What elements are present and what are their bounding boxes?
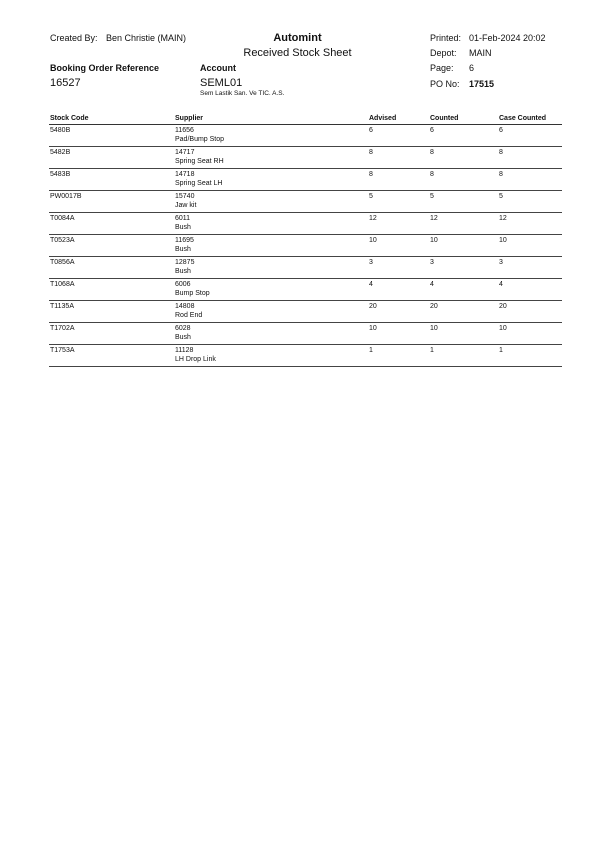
counted-qty: 10 [430, 325, 438, 332]
col-advised: Advised [369, 115, 397, 122]
page-label: Page: [430, 63, 454, 73]
supplier-code: 6011 [175, 215, 191, 222]
stock-code: 5483B [50, 171, 71, 178]
table-row [49, 213, 562, 235]
col-counted: Counted [430, 115, 459, 122]
item-description: Bush [175, 333, 191, 341]
case-counted-qty: 10 [499, 237, 507, 244]
supplier-code: 11128 [175, 347, 194, 354]
supplier-code: 14717 [175, 149, 195, 156]
advised-qty: 4 [369, 281, 373, 288]
table-row [49, 301, 562, 323]
item-description: Bush [175, 223, 191, 231]
case-counted-qty: 6 [499, 127, 503, 134]
item-description: Bush [175, 245, 191, 253]
item-description: Bush [175, 267, 191, 275]
case-counted-qty: 5 [499, 193, 503, 200]
depot-value: MAIN [469, 48, 492, 58]
advised-qty: 8 [369, 149, 373, 156]
col-stock-code: Stock Code [50, 115, 89, 122]
table-row [49, 169, 562, 191]
booking-ref-label: Booking Order Reference [50, 63, 160, 73]
booking-ref-value: 16527 [50, 77, 81, 89]
item-description: Spring Seat RH [175, 157, 224, 165]
counted-qty: 4 [430, 281, 434, 288]
advised-qty: 10 [369, 237, 377, 244]
item-description: Pad/Bump Stop [175, 135, 225, 143]
stock-code: T0084A [50, 215, 75, 222]
advised-qty: 10 [369, 325, 377, 332]
company-name: Automint [273, 32, 322, 44]
counted-qty: 1 [430, 347, 434, 354]
item-description: Spring Seat LH [175, 179, 223, 187]
advised-qty: 12 [369, 215, 377, 222]
stock-code: T1753A [50, 347, 75, 354]
table-row [49, 147, 562, 169]
table-header [49, 114, 562, 125]
account-code: SEML01 [200, 77, 243, 89]
case-counted-qty: 4 [499, 281, 503, 288]
stock-code: T1135A [50, 303, 74, 310]
case-counted-qty: 3 [499, 259, 503, 266]
case-counted-qty: 10 [499, 325, 507, 332]
stock-code: T1702A [50, 325, 75, 332]
printed-value: 01-Feb-2024 20:02 [469, 33, 546, 43]
advised-qty: 20 [369, 303, 377, 310]
supplier-code: 6006 [175, 281, 191, 288]
counted-qty: 5 [430, 193, 434, 200]
counted-qty: 8 [430, 171, 434, 178]
po-value: 17515 [469, 79, 495, 89]
counted-qty: 20 [430, 303, 438, 310]
item-description: Bump Stop [175, 289, 210, 297]
sheet-title: Received Stock Sheet [243, 47, 352, 59]
supplier-code: 11695 [175, 237, 194, 244]
case-counted-qty: 20 [499, 303, 507, 310]
supplier-code: 15740 [175, 193, 195, 200]
stock-code: 5480B [50, 127, 71, 134]
po-label: PO No: [430, 79, 460, 89]
table-row [49, 125, 562, 147]
case-counted-qty: 8 [499, 149, 503, 156]
counted-qty: 12 [430, 215, 438, 222]
supplier-code: 12875 [175, 259, 195, 266]
col-supplier: Supplier [175, 115, 204, 122]
case-counted-qty: 8 [499, 171, 503, 178]
advised-qty: 6 [369, 127, 373, 134]
stock-code: 5482B [50, 149, 71, 156]
table-row [49, 191, 562, 213]
supplier-code: 14808 [175, 303, 195, 310]
case-counted-qty: 1 [499, 347, 503, 354]
depot-label: Depot: [430, 48, 457, 58]
item-description: Jaw kit [175, 201, 197, 209]
counted-qty: 3 [430, 259, 434, 266]
stock-code: PW0017B [50, 193, 82, 200]
supplier-code: 6028 [175, 325, 191, 332]
created-by-value: Ben Christie (MAIN) [106, 33, 187, 43]
table-row [49, 345, 562, 367]
table-row [49, 279, 562, 301]
item-description: Rod End [175, 311, 203, 319]
advised-qty: 1 [369, 347, 373, 354]
created-by-label: Created By: [50, 33, 98, 43]
table-row [49, 257, 562, 279]
counted-qty: 8 [430, 149, 434, 156]
stock-table [49, 114, 562, 367]
advised-qty: 3 [369, 259, 373, 266]
supplier-code: 11656 [175, 127, 194, 134]
stock-code: T0523A [50, 237, 75, 244]
page-number: 6 [469, 63, 475, 73]
account-name: Sem Lastik San. Ve TIC. A.S. [200, 90, 285, 97]
case-counted-qty: 12 [499, 215, 507, 222]
col-case-counted: Case Counted [499, 115, 547, 122]
item-description: LH Drop Link [175, 355, 216, 363]
supplier-code: 14718 [175, 171, 195, 178]
table-row [49, 323, 562, 345]
table-row [49, 235, 562, 257]
counted-qty: 6 [430, 127, 434, 134]
stock-code: T1068A [50, 281, 75, 288]
advised-qty: 5 [369, 193, 373, 200]
account-label: Account [200, 63, 236, 73]
printed-label: Printed: [430, 33, 462, 43]
counted-qty: 10 [430, 237, 438, 244]
stock-code: T0856A [50, 259, 75, 266]
advised-qty: 8 [369, 171, 373, 178]
